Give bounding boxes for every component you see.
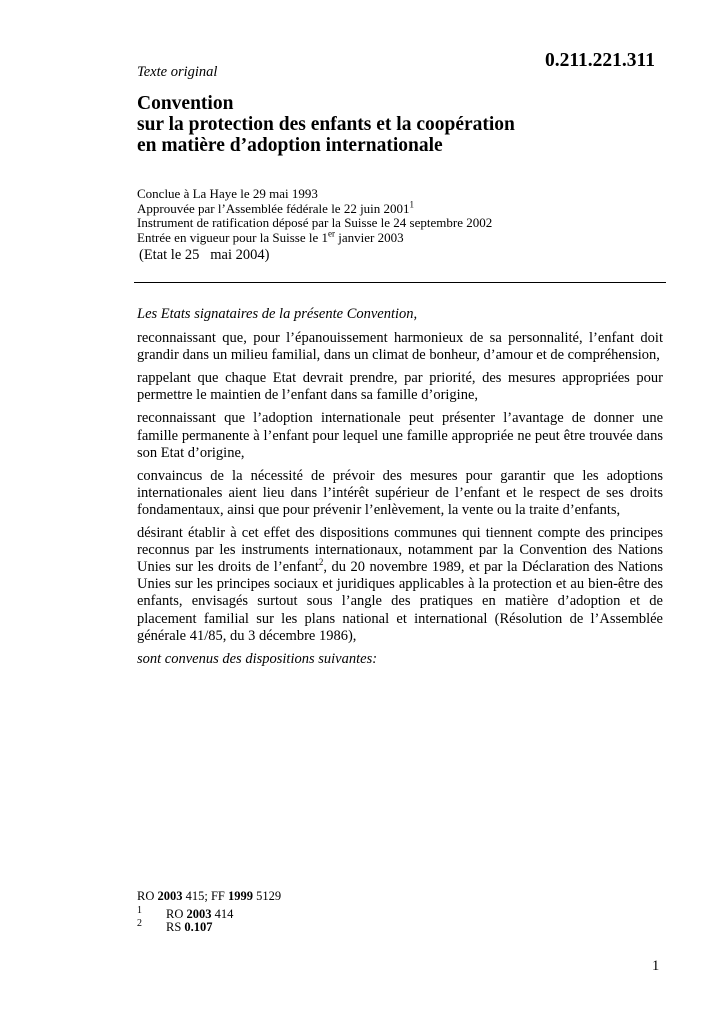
preamble (137, 306, 663, 668)
status-date: (Etat le 25 mai 2004) (139, 247, 270, 263)
footnote-ref-1[interactable]: 1 (409, 199, 415, 210)
ro-year: 2003 (157, 889, 183, 903)
preamble-paragraph (137, 525, 663, 645)
meta-concluded: Conclue à La Haye le 29 mai 1993 (137, 186, 318, 201)
ratification-metadata (137, 187, 492, 245)
p5-pre: désirant établir à cet effet des dispositions communes qui tiennent compte des principes reconnus par les instruments internationaux, notamment par la Convention des Nations Unies sur les droits de l’enfant (137, 525, 663, 576)
divider (134, 282, 666, 283)
fn1-year: 2003 (186, 907, 212, 921)
preamble-intro: Les Etats signataires de la présente Convention, (137, 306, 418, 322)
meta-ratification: Instrument de ratification déposé par la Suisse le 24 septembre 2002 (137, 215, 493, 230)
page-number: 1 (652, 958, 660, 974)
page-title (137, 93, 657, 156)
ro-label: RO (137, 889, 158, 903)
document-number: 0.211.221.311 (545, 50, 655, 71)
fn1-page: 414 (211, 907, 234, 921)
official-reference (137, 889, 281, 903)
title-line-2: sur la protection des enfants et la coopération (137, 114, 515, 135)
p5-post: , du 20 novembre 1989, et par la Déclaration des Nations Unies sur les principes sociaux et juridiques applicables à la protection et au bien-être des enfants, envisagés surtout sous l’angle des pratiques en matière d’adoption et de placement familial sur les plans national et international (Résolution de l’Assemblée générale 41/85, du 3 décembre 1986), (137, 559, 663, 644)
meta-entry-into-force (137, 228, 492, 246)
footnote-2-text (166, 920, 213, 934)
ff-page: 5129 (253, 889, 282, 903)
preamble-closing: sont convenus des dispositions suivantes: (137, 650, 378, 667)
original-text-label: Texte original (137, 64, 218, 80)
footnote-ref-2[interactable]: 2 (318, 557, 324, 568)
meta-approved-text: Approuvée par l’Assemblée fédérale le 22 juin 2001 (137, 200, 410, 216)
fn1-label: RO (166, 907, 187, 921)
fn2-label: RS (166, 920, 185, 934)
footnotes (137, 889, 281, 933)
fn2-ref: 0.107 (184, 920, 213, 934)
meta-entry-post: janvier 2003 (334, 229, 404, 245)
footnote-1-number: 1 (137, 905, 142, 916)
preamble-paragraph: convaincus de la nécessité de prévoir des mesures pour garantir que les adoptions internationales aient lieu dans l’intérêt supérieur de l’enfant et le respect de ses droits fondamentaux, ainsi que pour prévenir l’enlèvement, la vente ou la traite d’enfants, (137, 467, 663, 518)
ff-year: 1999 (228, 889, 254, 903)
ro-page: 415; FF (182, 889, 229, 903)
meta-approved (137, 199, 492, 217)
footnote-1 (137, 907, 281, 920)
footnote-1-text (166, 907, 233, 921)
meta-entry-sup: er (327, 228, 335, 239)
title-line-3: en matière d’adoption internationale (137, 135, 443, 156)
meta-entry-pre: Entrée en vigueur pour la Suisse le 1 (137, 229, 328, 245)
preamble-paragraph: rappelant que chaque Etat devrait prendre, par priorité, des mesures appropriées pour permettre le maintien de l’enfant dans sa famille d’origine, (137, 370, 663, 404)
preamble-paragraph: reconnaissant que l’adoption internationale peut présenter l’avantage de donner une famille permanente à l’enfant pour lequel une famille appropriée ne peut être trouvée dans son Etat d’origine, (137, 410, 663, 461)
preamble-paragraph: reconnaissant que, pour l’épanouissement harmonieux de sa personnalité, l’enfant doit grandir dans un milieu familial, dans un climat de bonheur, d’amour et de compréhension, (137, 330, 663, 364)
footnote-2-number: 2 (137, 918, 142, 929)
title-line-1: Convention (137, 93, 234, 114)
footnote-2 (137, 920, 281, 933)
